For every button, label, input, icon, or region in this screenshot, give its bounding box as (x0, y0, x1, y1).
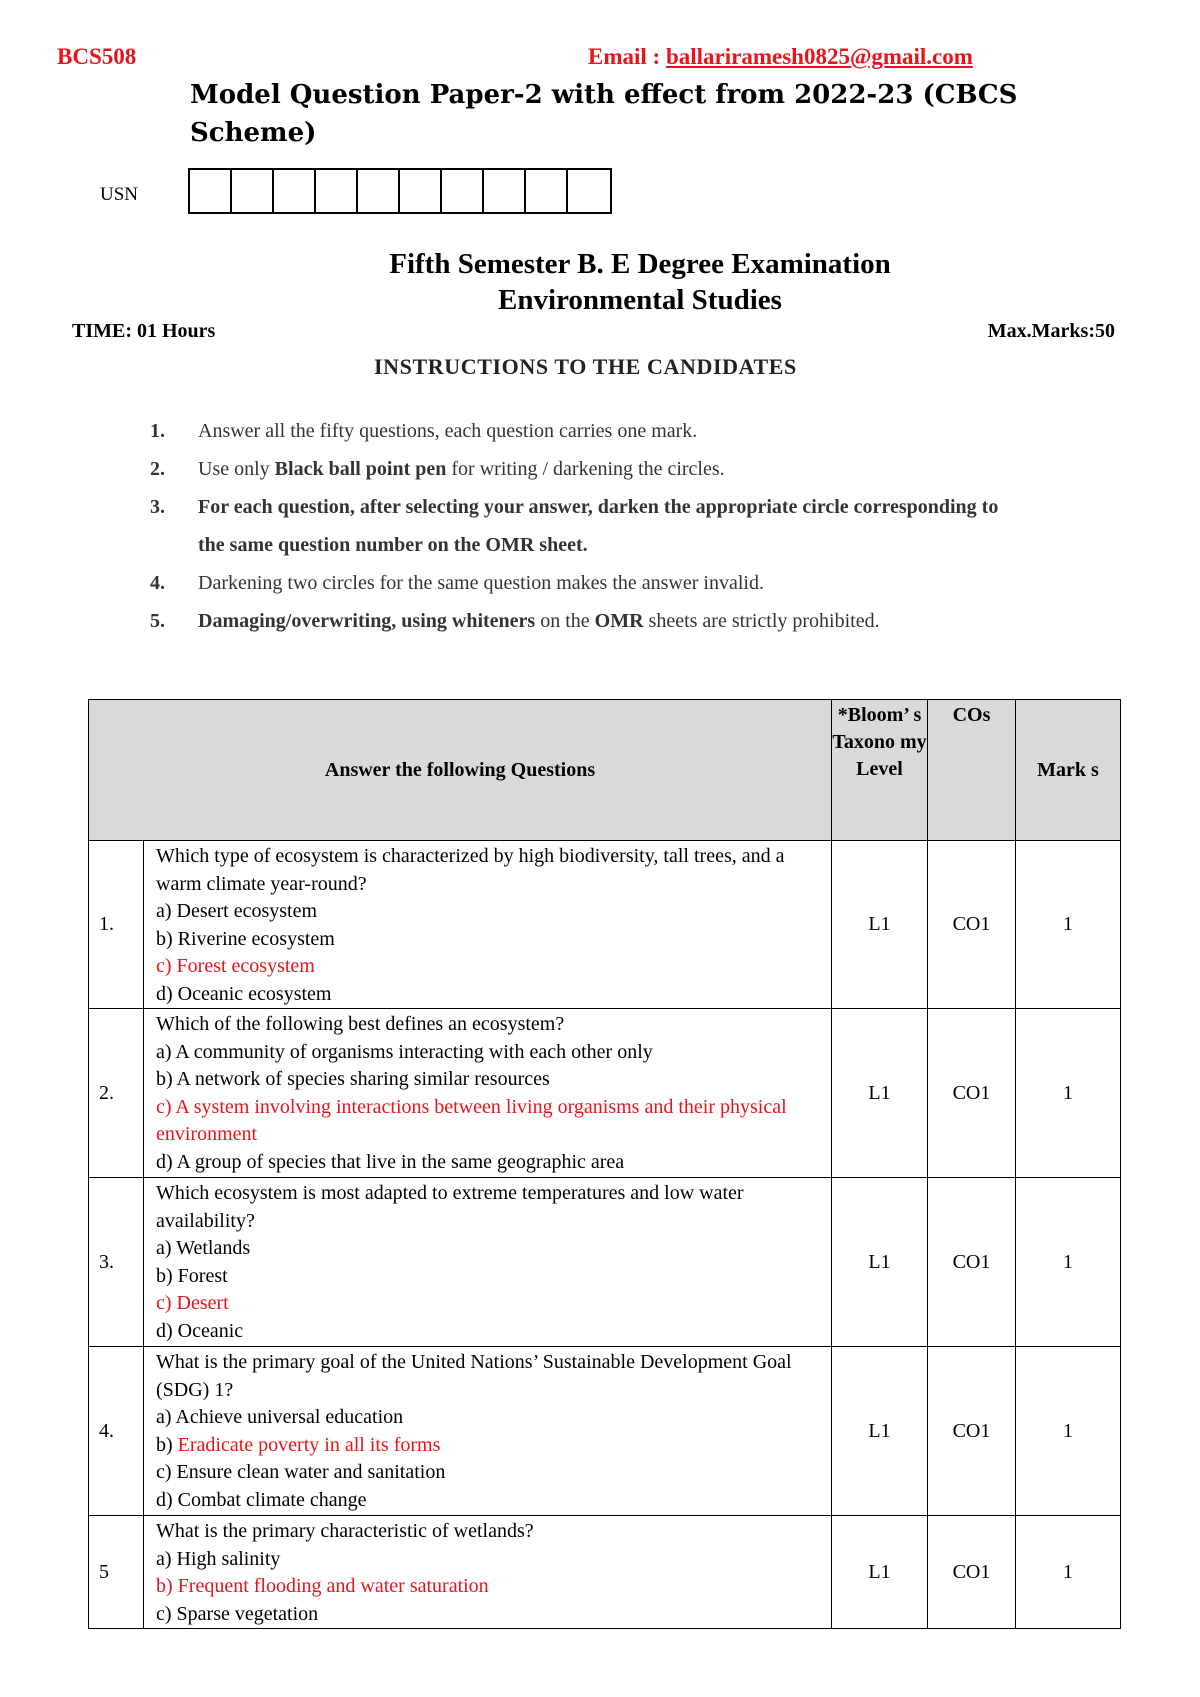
option-b: b) Forest (156, 1264, 228, 1287)
course-outcome: CO1 (928, 1009, 1016, 1178)
header-cos: COs (928, 700, 1016, 841)
usn-label: USN (100, 184, 139, 205)
question-marks: 1 (1016, 1009, 1121, 1178)
bloom-level: L1 (832, 1009, 928, 1178)
instruction-item (150, 412, 1015, 450)
question-text: Which type of ecosystem is characterized by high biodiversity, tall trees, and a warm climate year-round? (156, 845, 785, 895)
option-c-answer: c) Forest ecosystem (156, 955, 315, 977)
instruction-text-pre: Use only (198, 458, 275, 480)
option-b: b) A network of species sharing similar resources (156, 1068, 550, 1090)
instruction-number: 1. (150, 420, 165, 442)
usn-box[interactable] (274, 170, 316, 212)
table-row (89, 841, 1121, 1009)
question-number: 5 (89, 1516, 144, 1629)
instructions-list (150, 412, 1015, 640)
instruction-item (150, 488, 1015, 564)
exam-title (0, 246, 1200, 318)
option-b-answer: b) Frequent flooding and water saturation (156, 1575, 489, 1597)
option-a: a) Desert ecosystem (156, 900, 318, 922)
option-d: d) Oceanic (156, 1319, 244, 1342)
question-cell (144, 841, 832, 1009)
header-marks: Mark s (1016, 700, 1121, 841)
instruction-item (150, 564, 1015, 602)
question-marks: 1 (1016, 1516, 1121, 1629)
question-number: 1. (89, 841, 144, 1009)
course-outcome: CO1 (928, 1178, 1016, 1347)
header-bloom-level: *Bloom’ s Taxono my Level (832, 700, 928, 841)
option-a: a) Wetlands (156, 1237, 251, 1259)
option-d: d) Combat climate change (156, 1488, 367, 1511)
instruction-item (150, 602, 1015, 640)
instruction-item (150, 450, 1015, 488)
exam-title-line-2: Environmental Studies (498, 284, 782, 316)
question-cell (144, 1009, 832, 1178)
option-b: b) Riverine ecosystem (156, 927, 335, 950)
usn-box[interactable] (526, 170, 568, 212)
usn-box[interactable] (316, 170, 358, 212)
instruction-text-bold: Damaging/overwriting, using whiteners (198, 610, 536, 632)
time-allowed: TIME: 01 Hours (72, 320, 216, 342)
exam-title-line-1: Fifth Semester B. E Degree Examination (389, 248, 891, 280)
instruction-text: For each question, after selecting your answer, darken the appropriate circle corresponding to the same question number on the OMR sheet. (198, 496, 999, 556)
instruction-text-mid: on the (535, 610, 595, 632)
bloom-level: L1 (832, 1347, 928, 1516)
option-c: c) Ensure clean water and sanitation (156, 1461, 446, 1483)
course-code: BCS508 (57, 44, 137, 69)
questions-table (88, 699, 1121, 1629)
bloom-level: L1 (832, 841, 928, 1009)
course-outcome: CO1 (928, 841, 1016, 1009)
instructions-heading: INSTRUCTIONS TO THE CANDIDATES (374, 354, 797, 379)
question-marks: 1 (1016, 1347, 1121, 1516)
usn-boxes (188, 168, 612, 214)
option-a: a) Achieve universal education (156, 1406, 404, 1428)
question-number: 2. (89, 1009, 144, 1178)
usn-box[interactable] (232, 170, 274, 212)
usn-box[interactable] (568, 170, 610, 212)
question-number: 3. (89, 1178, 144, 1347)
usn-box[interactable] (400, 170, 442, 212)
course-outcome: CO1 (928, 1516, 1016, 1629)
option-a: a) A community of organisms interacting with each other only (156, 1040, 653, 1063)
header-questions: Answer the following Questions (89, 700, 832, 841)
question-marks: 1 (1016, 1178, 1121, 1347)
table-header-row (89, 700, 1121, 841)
table-row (89, 1516, 1121, 1629)
instruction-text-bold-2: OMR (594, 610, 644, 632)
instruction-number: 2. (150, 458, 165, 480)
question-cell (144, 1178, 832, 1347)
email-address-link[interactable]: ballariramesh0825@gmail.com (665, 44, 973, 69)
question-cell (144, 1516, 832, 1629)
option-d: d) Oceanic ecosystem (156, 982, 332, 1005)
instruction-text-bold: Black ball point pen (274, 458, 447, 480)
option-d: d) A group of species that live in the same geographic area (156, 1150, 625, 1173)
question-marks: 1 (1016, 841, 1121, 1009)
option-c-answer: c) A system involving interactions between living organisms and their physical environment (156, 1095, 787, 1145)
bloom-level: L1 (832, 1178, 928, 1347)
usn-box[interactable] (442, 170, 484, 212)
instruction-number: 3. (150, 496, 165, 518)
max-marks: Max.Marks:50 (987, 320, 1115, 342)
question-cell (144, 1347, 832, 1516)
course-outcome: CO1 (928, 1347, 1016, 1516)
table-row (89, 1009, 1121, 1178)
instruction-number: 5. (150, 610, 165, 632)
option-a: a) High salinity (156, 1547, 281, 1570)
instruction-text: Answer all the fifty questions, each question carries one mark. (198, 420, 698, 442)
usn-box[interactable] (190, 170, 232, 212)
instruction-text-post: for writing / darkening the circles. (446, 458, 725, 480)
question-text: What is the primary goal of the United Nations’ Sustainable Development Goal (SDG) 1? (156, 1351, 792, 1401)
usn-box[interactable] (358, 170, 400, 212)
instruction-text: Darkening two circles for the same question makes the answer invalid. (198, 572, 764, 594)
bloom-level: L1 (832, 1516, 928, 1629)
paper-title: Model Question Paper-2 with effect from 2022-23 (CBCS Scheme) (190, 80, 1018, 148)
question-text: Which ecosystem is most adapted to extreme temperatures and low water availability? (156, 1182, 744, 1232)
question-number: 4. (89, 1347, 144, 1516)
option-b-answer-text: Eradicate poverty in all its forms (177, 1433, 441, 1456)
table-row (89, 1347, 1121, 1516)
option-c: c) Sparse vegetation (156, 1602, 319, 1625)
email-line (588, 44, 973, 70)
question-text: Which of the following best defines an ecosystem? (156, 1013, 565, 1035)
usn-box[interactable] (484, 170, 526, 212)
table-row (89, 1178, 1121, 1347)
email-label: Email : (588, 44, 666, 69)
instruction-number: 4. (150, 572, 165, 594)
option-b-prefix: b) (156, 1433, 178, 1456)
option-b-answer (156, 1432, 823, 1460)
question-text: What is the primary characteristic of wetlands? (156, 1520, 534, 1542)
option-c-answer: c) Desert (156, 1292, 229, 1314)
instruction-text-post: sheets are strictly prohibited. (643, 610, 880, 632)
